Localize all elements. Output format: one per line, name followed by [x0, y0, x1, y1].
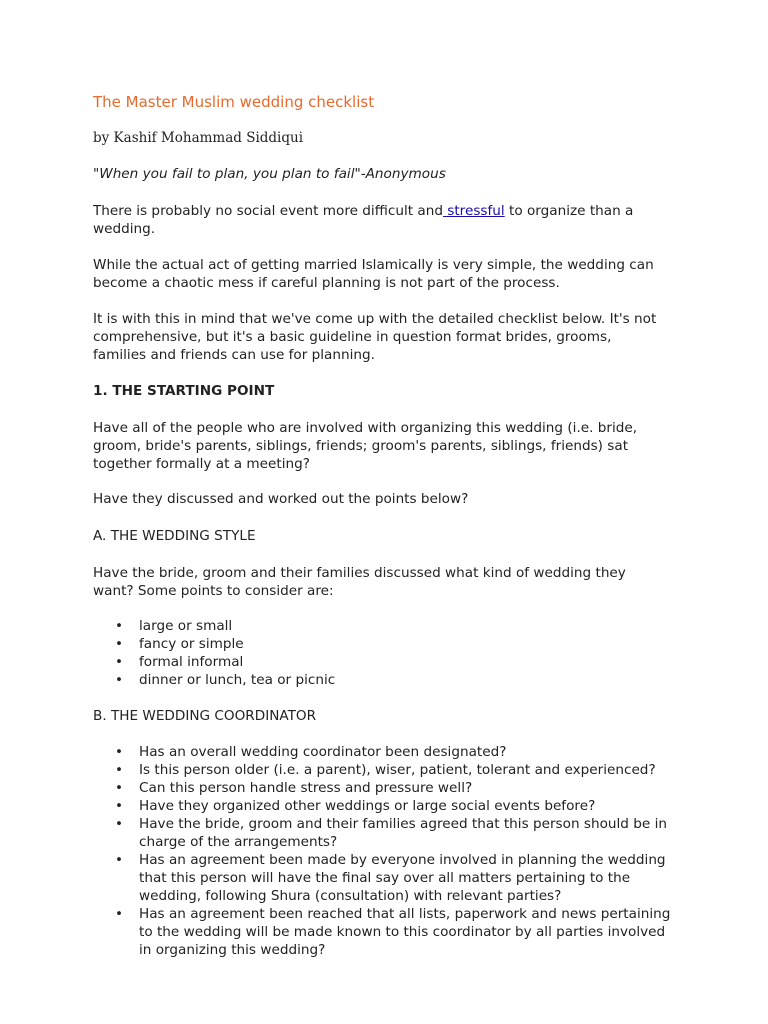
wedding-coordinator-list: [93, 743, 739, 959]
wedding-style-list: [93, 617, 739, 689]
epigraph-quote: "When you fail to plan, you plan to fail"-Anonymous: [93, 166, 446, 182]
list-item: • fancy or simple: [139, 635, 739, 653]
list-item: • Has an overall wedding coordinator been designated?: [139, 743, 739, 761]
intro-paragraph-2: While the actual act of getting married Islamically is very simple, the wedding can become a chaotic mess if careful planning is not part of the process.: [93, 257, 654, 291]
stressful-link[interactable]: stressful: [442, 203, 505, 219]
subsection-a-paragraph: Have the bride, groom and their families discussed what kind of wedding they want? Some points to consider are:: [93, 565, 626, 599]
section-1-paragraph-2: Have they discussed and worked out the points below?: [93, 491, 469, 507]
intro-paragraph-3: It is with this in mind that we've come up with the detailed checklist below. It's not comprehensive, but it's a basic guideline in question format brides, grooms, families and friends can use for planning.: [93, 311, 657, 363]
intro-paragraph-1: [93, 202, 663, 238]
list-item: • Have the bride, groom and their families agreed that this person should be in charge of the arrangements?: [139, 815, 679, 851]
list-item: • Has an agreement been reached that all lists, paperwork and news pertaining to the wedding will be made known to this coordinator by all parties involved in organizing this wedding?: [139, 905, 679, 959]
document-title: The Master Muslim wedding checklist: [93, 93, 375, 111]
list-item: • dinner or lunch, tea or picnic: [139, 671, 739, 689]
intro-text-before-link: There is probably no social event more difficult and: [93, 203, 443, 219]
list-item: • formal informal: [139, 653, 739, 671]
list-item: • large or small: [139, 617, 739, 635]
list-item: • Can this person handle stress and pressure well?: [139, 779, 739, 797]
list-item: • Has an agreement been made by everyone involved in planning the wedding that this person will have the final say over all matters pertaining to the wedding, following Shura (consultation) with relevant parties?: [139, 851, 679, 905]
section-1-heading: 1. THE STARTING POINT: [93, 383, 275, 399]
list-item: • Is this person older (i.e. a parent), wiser, patient, tolerant and experienced?: [139, 761, 739, 779]
subsection-b-heading: B. THE WEDDING COORDINATOR: [93, 708, 317, 724]
section-1-paragraph-1: Have all of the people who are involved with organizing this wedding (i.e. bride, groom, bride's parents, siblings, friends; groom's parents, siblings, friends) sat together formally at a meeting?: [93, 420, 638, 472]
intro-text-after-link: to organize than a wedding.: [93, 203, 634, 237]
byline: by Kashif Mohammad Siddiqui: [93, 130, 304, 146]
subsection-a-heading: A. THE WEDDING STYLE: [93, 528, 256, 544]
list-item: • Have they organized other weddings or large social events before?: [139, 797, 739, 815]
